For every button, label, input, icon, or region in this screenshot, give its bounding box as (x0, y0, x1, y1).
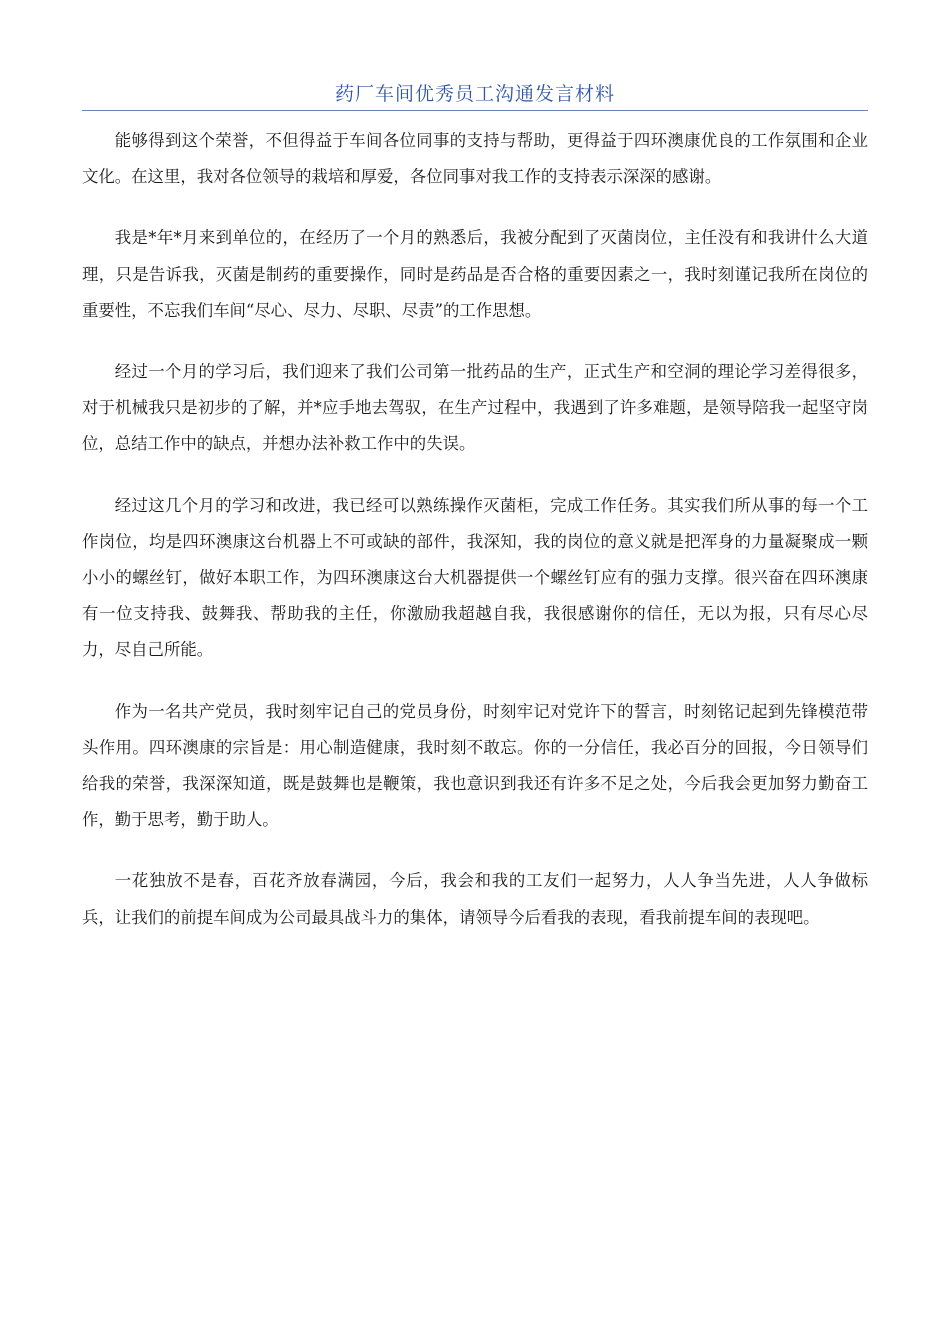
paragraph-2: 我是*年*月来到单位的，在经历了一个月的熟悉后，我被分配到了灭菌岗位，主任没有和我讲什么大道理，只是告诉我，灭菌是制药的重要操作，同时是药品是否合格的重要因素之一，我时刻谨记我所在岗位的重要性，不忘我们车间“尽心、尽力、尽职、尽责”的工作思想。 (82, 228, 868, 320)
document-body (82, 123, 868, 961)
paragraph-3: 经过一个月的学习后，我们迎来了我们公司第一批药品的生产，正式生产和空洞的理论学习差得很多，对于机械我只是初步的了解，并*应手地去驾驭，在生产过程中，我遇到了许多难题，是领导陪我一起坚守岗位，总结工作中的缺点，并想办法补救工作中的失误。 (82, 362, 868, 454)
paragraph-4: 经过这几个月的学习和改进，我已经可以熟练操作灭菌柜，完成工作任务。其实我们所从事的每一个工作岗位，均是四环澳康这台机器上不可或缺的部件，我深知，我的岗位的意义就是把浑身的力量凝聚成一颗小小的螺丝钉，做好本职工作，为四环澳康这台大机器提供一个螺丝钉应有的强力支撑。很兴奋在四环澳康有一位支持我、鼓舞我、帮助我的主任，你激励我超越自我，我很感谢你的信任，无以为报，只有尽心尽力，尽自己所能。 (82, 495, 868, 660)
paragraph-1: 能够得到这个荣誉，不但得益于车间各位同事的支持与帮助，更得益于四环澳康优良的工作氛围和企业文化。在这里，我对各位领导的栽培和厚爱，各位同事对我工作的支持表示深深的感谢。 (82, 131, 868, 187)
paragraph-5: 作为一名共产党员，我时刻牢记自己的党员身份，时刻牢记对党许下的誓言，时刻铭记起到先锋模范带头作用。四环澳康的宗旨是：用心制造健康，我时刻不敢忘。你的一分信任，我必百分的回报，今日领导们给我的荣誉，我深深知道，既是鼓舞也是鞭策，我也意识到我还有许多不足之处，今后我会更加努力勤奋工作，勤于思考，勤于助人。 (82, 701, 868, 830)
paragraph-6: 一花独放不是春，百花齐放春满园，今后，我会和我的工友们一起努力，人人争当先进，人人争做标兵，让我们的前提车间成为公司最具战斗力的集体，请领导今后看我的表现，看我前提车间的表现吧。 (82, 871, 868, 927)
page-header (82, 80, 868, 111)
document-title: 药厂车间优秀员工沟通发言材料 (334, 83, 615, 105)
